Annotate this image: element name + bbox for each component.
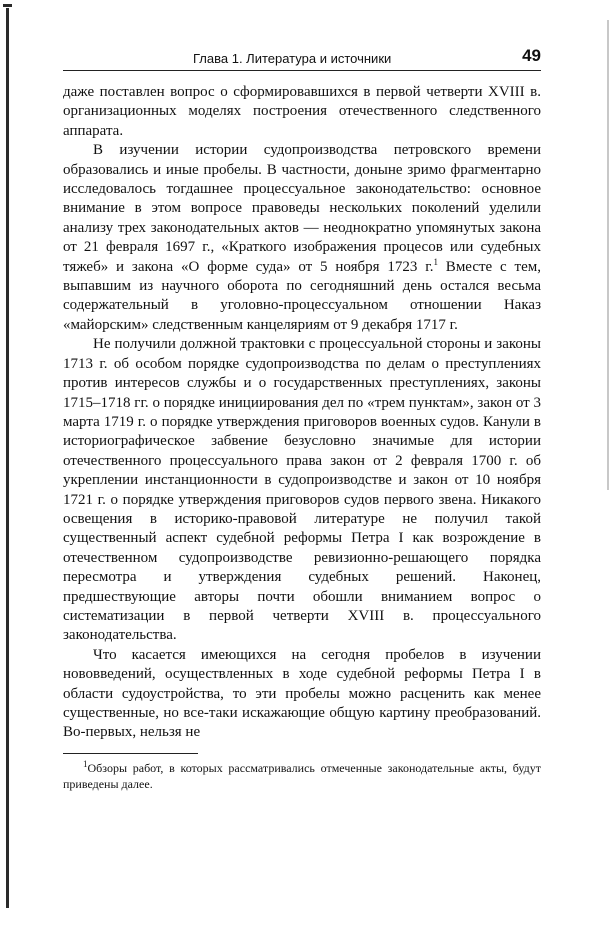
header-rule	[63, 70, 541, 71]
left-margin-rule	[6, 8, 9, 908]
paragraph-4: Что касается имеющихся на сегодня пробелов в изучении нововведений, осуществленных в ходе судебной реформы Петра I в области судоустройства, то эти пробелы можно расценить как менее существенные, но все-таки искажающие общую картину преобразований. Во-первых, нельзя не	[63, 646, 541, 741]
footnote-rule	[63, 753, 198, 754]
footnote-text: Обзоры работ, в которых рассматривались отмеченные законодательные акты, будут приведены далее.	[63, 760, 541, 791]
book-page	[63, 40, 541, 792]
paragraph-1: даже поставлен вопрос о сформировавшихся в первой четверти XVIII в. организационных моделях построения отечественного следственного аппарата.	[63, 84, 541, 139]
paragraph-2-continuation: Вместе с тем, выпавшим из научного оборота по сегодняшний день остался весьма содержательный в уголовно-процессуальном отношении Наказ «майорским» следственным канцеляриям от 9 декабря 1717 г.	[63, 258, 542, 333]
running-header	[63, 40, 541, 70]
footnote	[63, 760, 541, 792]
right-margin-rule	[607, 20, 609, 490]
chapter-title: Глава 1. Литература и источники	[193, 51, 392, 66]
footnote-marker: 1	[83, 758, 88, 769]
paragraph-3: Не получили должной трактовки с процессуальной стороны и законы 1713 г. об особом порядке судопроизводства по делам о преступлениях против интересов службы и о государственных преступлениях, законы 1715–1718 гг. о порядке инициирования дел по «трем пунктам», закон от 3 марта 1719 г. о порядке утверждения приговоров военных судов. Канули в историографическое забвение безусловно значимые для истории отечественного процессуального права закон от 2 февраля 1700 г. об укреплении инстанционности в судопроизводстве и закон от 10 ноября 1721 г. о порядке утверждения приговоров судов первого звена. Никакого освещения в историко-правовой литературе не получил такой существенный аспект судебной реформы Петра I как возрождение в отечественном судопроизводстве ревизионно-решающего порядка пересмотра и утверждения судебных решений. Наконец, предшествующие авторы почти обошли вниманием вопрос о систематизации в первой четверти XVIII в. процессуального законодательства.	[63, 336, 541, 644]
paragraph-2	[63, 141, 541, 335]
paragraph-2-text: В изучении истории судопроизводства петровского времени образовались и иные пробелы. В частности, доныне зримо фрагментарно исследовалось тогдашнее процессуальное законодательство: основное внимание в этом вопросе правоведы нескольких поколений уделили анализу трех законодательных актов — неоднократно упомянутых закона от 21 февраля 1697 г., «Краткого изображения процесов или судебных тяжеб» и закона «О форме суда» от 5 ноября 1723 г.	[63, 142, 541, 275]
page-number: 49	[522, 46, 541, 65]
body-text	[63, 83, 541, 743]
footnote-reference[interactable]: 1	[433, 256, 438, 267]
left-margin-tick	[3, 4, 12, 7]
